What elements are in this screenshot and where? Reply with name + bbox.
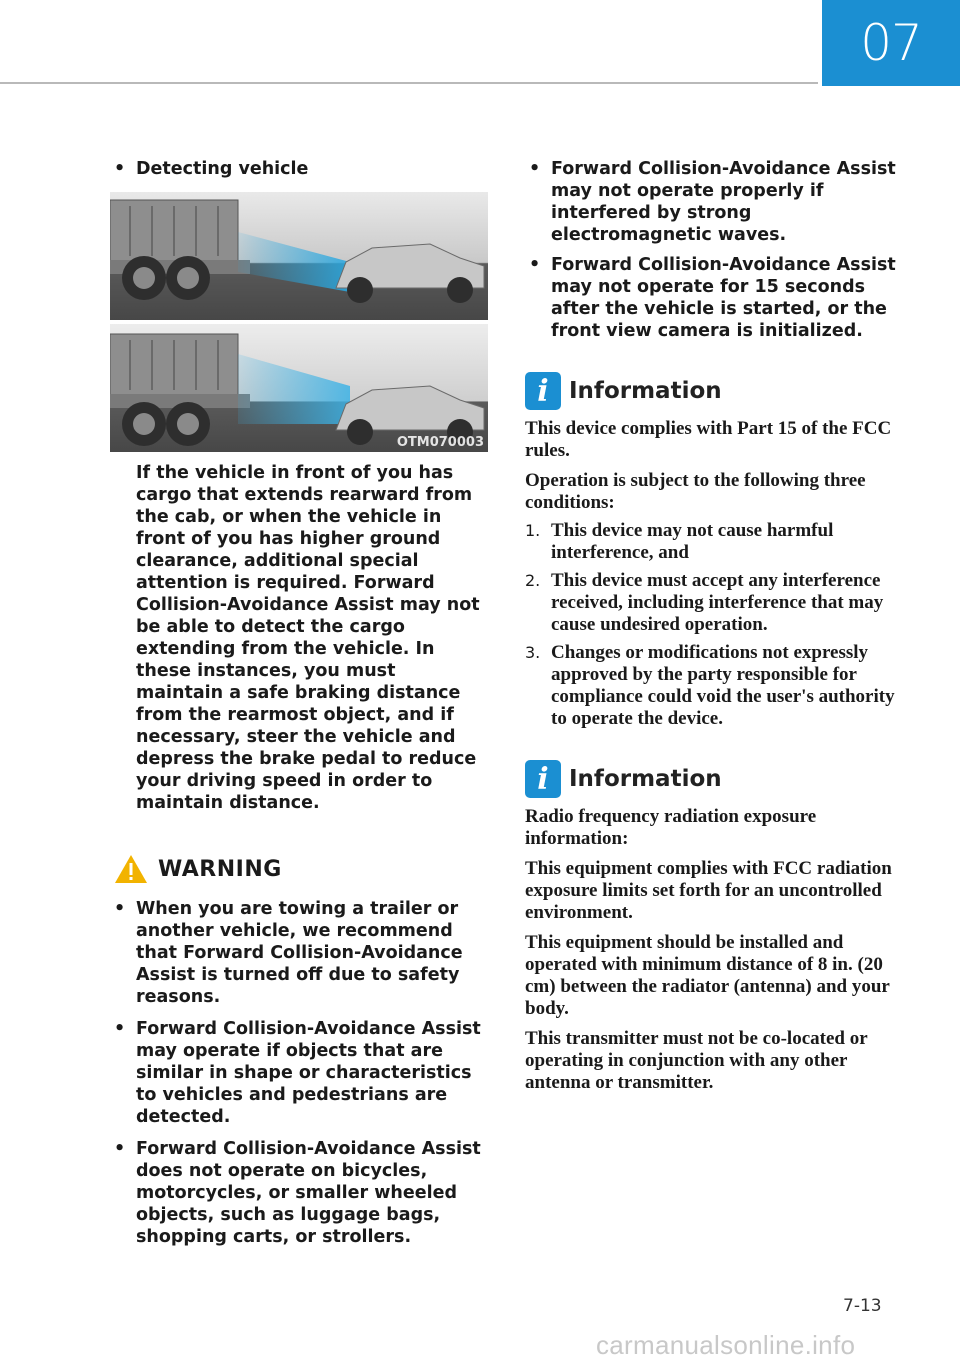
info-icon: i [525,372,561,410]
info-paragraph: This equipment should be installed and operated with minimum distance of 8 in. (20 cm) between the radiator (antenna) and your body. [525,932,890,1019]
illustration-panel-top [110,192,488,320]
numbered-item [525,642,905,730]
bullet-dot: • [529,255,541,275]
item-number: 1. [525,521,541,540]
left-column [110,158,488,1258]
info-paragraph: This transmitter must not be co-located or operating in conjunction with any other antenna or transmitter. [525,1028,868,1093]
item-number: 3. [525,643,541,662]
item-text: This device may not cause harmful interference, and [551,520,834,563]
bullet-dot: • [529,159,541,179]
illustration-panel-bottom [110,324,488,452]
numbered-item [525,570,905,636]
info-header-1 [525,372,905,410]
bullet-dot: • [114,899,126,919]
info-paragraph: Radio frequency radiation exposure information: [525,806,817,849]
warning-item-text: Forward Collision-Avoidance Assist may operate if objects that are similar in shape or characteristics to vehicles and pedestrians are detected. [136,1019,481,1127]
item-text: This device must accept any interference received, including interference that may cause undesired operation. [551,570,884,635]
info-paragraph: This device complies with Part 15 of the FCC rules. [525,418,892,461]
item-text: Changes or modifications not expressly approved by the party responsible for compliance could void the user's authority to operate the device. [551,642,895,729]
info-icon: i [525,760,561,798]
info-body-1 [525,418,905,730]
info-paragraph: Operation is subject to the following three conditions: [525,470,866,513]
bullet-dot: • [114,159,126,179]
warning-triangle-icon [114,854,148,884]
warning-item-text: When you are towing a trailer or another vehicle, we recommend that Forward Collision-Avoidance Assist is turned off due to safety reasons. [136,899,463,1007]
bullet-title: Detecting vehicle [136,159,309,179]
warning-title: WARNING [158,856,282,882]
numbered-item [525,520,905,564]
right-bullet [525,254,905,342]
warning-header [114,854,488,884]
info-title: Information [569,378,722,404]
right-bullet [525,158,905,246]
header-rule [0,82,818,84]
truck-radar-illustration-bottom [110,324,488,452]
info-header-2 [525,760,905,798]
page-number: 7-13 [843,1296,882,1316]
bullet-dot: • [114,1139,126,1159]
warning-list [110,898,488,1248]
warning-item [110,898,488,1008]
bullet-detecting-vehicle [110,158,488,180]
bullet-dot: • [114,1019,126,1039]
right-column [525,158,905,1094]
info-title: Information [569,766,722,792]
detecting-vehicle-paragraph: If the vehicle in front of you has cargo that extends rearward from the cab, or when the vehicle in front of you has higher ground clearance, additional special attention is required. Forward Collision-Avoidance Assist may not be able to detect the cargo extending from the vehicle. In these instances, you must maintain a safe braking distance from the rearmost object, and if necessary, steer the vehicle and depress the brake pedal to reduce your driving speed in order to maintain distance. [136,463,480,813]
warning-item [110,1138,488,1248]
chapter-tab [822,0,960,86]
chapter-number: 07 [860,14,922,72]
info-body-2 [525,806,905,1094]
figure-code: OTM070003 [396,435,484,450]
right-bullet-text: Forward Collision-Avoidance Assist may not operate properly if interfered by strong electromagnetic waves. [551,159,896,245]
warning-item [110,1018,488,1128]
right-bullet-text: Forward Collision-Avoidance Assist may not operate for 15 seconds after the vehicle is started, or the front view camera is initialized. [551,255,896,341]
warning-item-text: Forward Collision-Avoidance Assist does not operate on bicycles, motorcycles, or smaller wheeled objects, such as luggage bags, shopping carts, or strollers. [136,1139,481,1247]
truck-radar-illustration-top [110,192,488,320]
illustration-figure [110,192,488,452]
item-number: 2. [525,571,541,590]
footer-watermark: carmanualsonline.info [596,1330,856,1360]
info-paragraph: This equipment complies with FCC radiation exposure limits set forth for an uncontrolled environment. [525,858,892,923]
